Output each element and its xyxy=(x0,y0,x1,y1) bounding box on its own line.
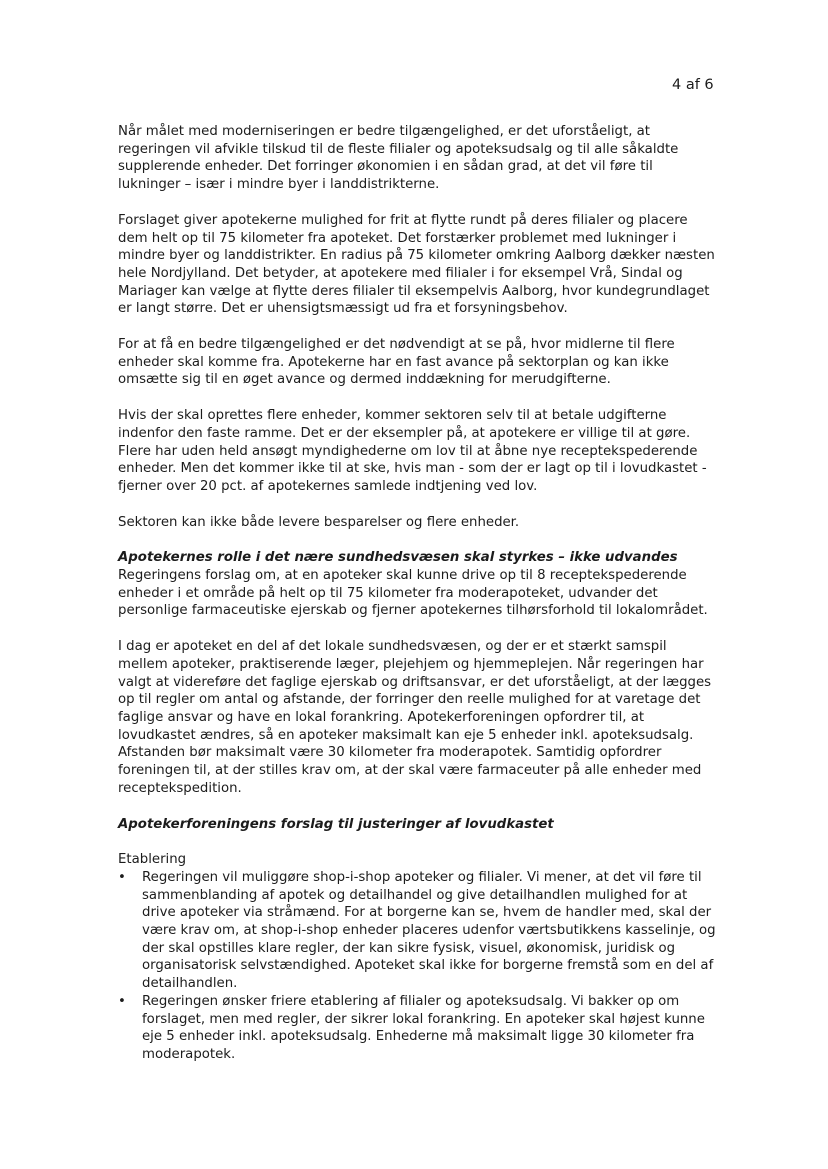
list-item-text: Regeringen ønsker friere etablering af filialer og apoteksudsalg. Vi bakker op om forslaget, men med regler, der sikrer lokal forankring. En apoteker skal højest kunne eje 5 enheder inkl. apoteksudsalg. Enhederne må maksimalt ligge 30 kilometer fra moderapotek. xyxy=(142,993,705,1062)
document-body xyxy=(118,123,718,1064)
section-heading-rolle: Apotekernes rolle i det nære sundhedsvæsen skal styrkes – ikke udvandes xyxy=(118,550,678,566)
paragraph-2: Forslaget giver apotekerne mulighed for frit at flytte rundt på deres filialer og placere dem helt op til 75 kilometer fra apoteket. Det forstærker problemet med lukninger i mindre byer og landdistrikter. En radius på 75 kilometer omkring Aalborg dækker næsten hele Nordjylland. Det betyder, at apotekere med filialer i for eksempel Vrå, Sindal og Mariager kan vælge at flytte deres filialer til eksempelvis Aalborg, hvor kundegrundlaget er langt større. Det er uhensigtsmæssigt ud fra et forsyningsbehov. xyxy=(118,212,715,317)
list-item xyxy=(118,869,718,993)
paragraph-7: I dag er apoteket en del af det lokale sundhedsvæsen, og der er et stærkt samspil mellem apoteker, praktiserende læger, plejehjem og hjemmeplejen. Når regeringen har valgt at videreføre det faglige ejerskab og driftsansvar, er det uforståeligt, at der lægges op til regler om antal og afstande, der forringer den reelle mulighed for at varetage det faglige ansvar og have en lokal forankring. Apotekerforeningen opfordrer til, at lovudkastet ændres, så en apoteker maksimalt kan eje 5 enheder inkl. apoteksudsalg. Afstanden bør maksimalt være 30 kilometer fra moderapotek. Samtidig opfordrer foreningen til, at der stilles krav om, at der skal være farmaceuter på alle enheder med receptekspedition. xyxy=(118,639,712,796)
section-heading-forslag: Apotekerforeningens forslag til justeringer af lovudkastet xyxy=(118,816,554,832)
paragraph-1: Når målet med moderniseringen er bedre tilgængelighed, er det uforståeligt, at regeringen vil afvikle tilskud til de fleste filialer og apoteksudsalg og til alle såkaldte supplerende enheder. Det forringer økonomien i en sådan grad, at det vil føre til lukninger – især i mindre byer i landdistrikterne. xyxy=(118,124,679,193)
list-item xyxy=(118,993,718,1064)
page-number: 4 af 6 xyxy=(672,77,714,93)
list-item-text: Regeringen vil muliggøre shop-i-shop apoteker og filialer. Vi mener, at det vil føre til sammenblanding af apotek og detailhandel og give detailhandlen mulighed for at drive apoteker via stråmænd. For at borgerne kan se, hvem de handler med, skal der være krav om, at shop-i-shop enheder placeres udenfor værtsbutikkens kasselinje, og der skal opstilles klare regler, der kan sikre fysisk, visuel, økonomisk, juridisk og organisatorisk selvstændighed. Apoteket skal ikke for borgerne fremstå som en del af detailhandlen. xyxy=(142,869,716,992)
bullet-icon: • xyxy=(118,869,126,885)
paragraph-5: Sektoren kan ikke både levere besparelser og flere enheder. xyxy=(118,514,520,530)
etablering-list xyxy=(118,869,718,1064)
paragraph-4: Hvis der skal oprettes flere enheder, kommer sektoren selv til at betale udgifterne indenfor den faste ramme. Det er der eksempler på, at apotekere er villige til at gøre. Flere har uden held ansøgt myndighederne om lov til at åbne nye receptekspederende enheder. Men det kommer ikke til at ske, hvis man - som der er lagt op til i lovudkastet - fjerner over 20 pct. af apotekernes samlede indtjening ved lov. xyxy=(118,408,707,494)
paragraph-6: Regeringens forslag om, at en apoteker skal kunne drive op til 8 receptekspederende enheder i et område på helt op til 75 kilometer fra moderapoteket, udvander det personlige farmaceutiske ejerskab og fjerner apotekernes tilhørsforhold til lokalområdet. xyxy=(118,568,708,619)
paragraph-3: For at få en bedre tilgængelighed er det nødvendigt at se på, hvor midlerne til flere enheder skal komme fra. Apotekerne har en fast avance på sektorplan og kan ikke omsætte sig til en øget avance og dermed inddækning for merudgifterne. xyxy=(118,337,675,388)
bullet-icon: • xyxy=(118,993,126,1009)
subheading-etablering: Etablering xyxy=(118,852,187,868)
